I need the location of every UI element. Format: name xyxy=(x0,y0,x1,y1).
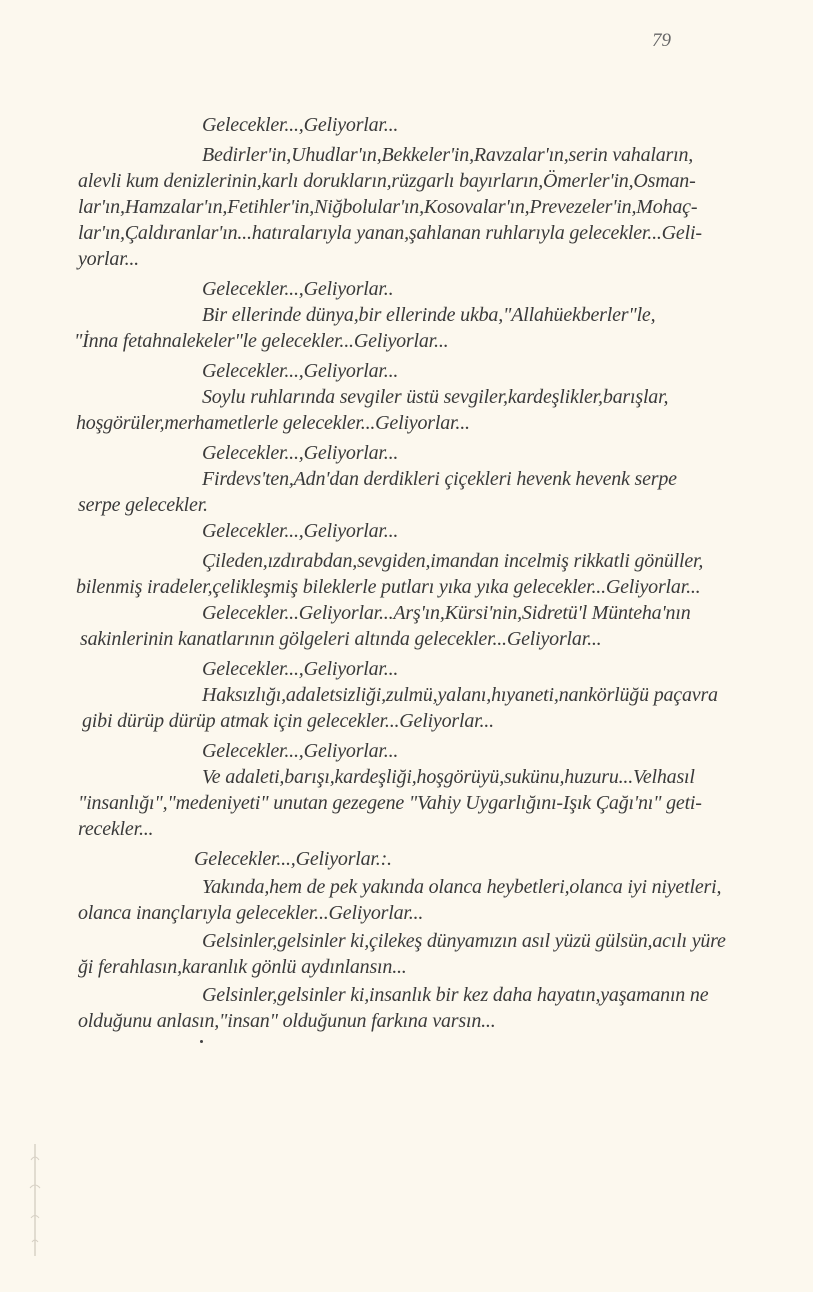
text-line: Ve adaleti,barışı,kardeşliği,hoşgörüyü,sukünu,huzuru...Velhasıl xyxy=(202,766,695,788)
text-line: ği ferahlasın,karanlık gönlü aydınlansın... xyxy=(78,956,407,978)
text-line: Gelecekler...,Geliyorlar... xyxy=(202,740,399,762)
text-line: Gelsinler,gelsinler ki,çilekeş dünyamızın asıl yüzü gülsün,acılı yüre xyxy=(202,930,726,952)
text-line: Bedirler'in,Uhudlar'ın,Bekkeler'in,Ravzalar'ın,serin vahaların, xyxy=(202,144,694,166)
ink-dot xyxy=(200,1040,203,1043)
text-line: Gelsinler,gelsinler ki,insanlık bir kez daha hayatın,yaşamanın ne xyxy=(202,984,709,1006)
margin-stamp-mark xyxy=(24,1140,46,1260)
text-line: bilenmiş iradeler,çelikleşmiş bileklerle putları yıka yıka gelecekler...Geliyorlar... xyxy=(76,576,701,598)
text-line: gibi dürüp dürüp atmak için gelecekler...Geliyorlar... xyxy=(82,710,494,732)
text-line: Gelecekler...Geliyorlar...Arş'ın,Kürsi'nin,Sidretü'l Münteha'nın xyxy=(202,602,691,624)
text-line: Gelecekler...,Geliyorlar... xyxy=(202,658,399,680)
text-line: Çileden,ızdırabdan,sevgiden,imandan incelmiş rikkatli gönüller, xyxy=(202,550,704,572)
text-line: Soylu ruhlarında sevgiler üstü sevgiler,kardeşlikler,barışlar, xyxy=(202,386,669,408)
text-line: yorlar... xyxy=(78,248,139,270)
text-line: alevli kum denizlerinin,karlı dorukların,rüzgarlı bayırların,Ömerler'in,Osman- xyxy=(78,170,696,192)
text-line: Gelecekler...,Geliyorlar... xyxy=(202,520,399,542)
text-line: lar'ın,Çaldıranlar'ın...hatıralarıyla yanan,şahlanan ruhlarıyla gelecekler...Geli- xyxy=(78,222,702,244)
text-line: Bir ellerinde dünya,bir ellerinde ukba,"Allahüekberler"le, xyxy=(202,304,656,326)
text-line: Gelecekler...,Geliyorlar... xyxy=(202,360,399,382)
text-line: "İnna fetahnalekeler"le gelecekler...Geliyorlar... xyxy=(74,330,449,352)
text-line: hoşgörüler,merhametlerle gelecekler...Geliyorlar... xyxy=(76,412,470,434)
text-line: Gelecekler...,Geliyorlar.. xyxy=(202,278,394,300)
text-line: sakinlerinin kanatlarının gölgeleri altında gelecekler...Geliyorlar... xyxy=(80,628,602,650)
text-line: Haksızlığı,adaletsizliği,zulmü,yalanı,hıyaneti,nankörlüğü paçavra xyxy=(202,684,718,706)
text-line: Gelecekler...,Geliyorlar... xyxy=(202,442,399,464)
text-line: Gelecekler...,Geliyorlar... xyxy=(202,114,399,136)
page-number: 79 xyxy=(652,30,671,51)
text-line: Firdevs'ten,Adn'dan derdikleri çiçekleri hevenk hevenk serpe xyxy=(202,468,677,490)
text-line: Gelecekler...,Geliyorlar.:. xyxy=(194,848,392,870)
text-line: "insanlığı","medeniyeti" unutan gezegene "Vahiy Uygarlığını-Işık Çağı'nı" geti- xyxy=(78,792,702,814)
text-line: lar'ın,Hamzalar'ın,Fetihler'in,Niğbolular'ın,Kosovalar'ın,Prevezeler'in,Mohaç- xyxy=(78,196,698,218)
text-line: olanca inançlarıyla gelecekler...Geliyorlar... xyxy=(78,902,424,924)
text-line: recekler... xyxy=(78,818,154,840)
text-line: Yakında,hem de pek yakında olanca heybetleri,olanca iyi niyetleri, xyxy=(202,876,722,898)
text-line: olduğunu anlasın,"insan" olduğunun farkına varsın... xyxy=(78,1010,496,1032)
text-line: serpe gelecekler. xyxy=(78,494,208,516)
